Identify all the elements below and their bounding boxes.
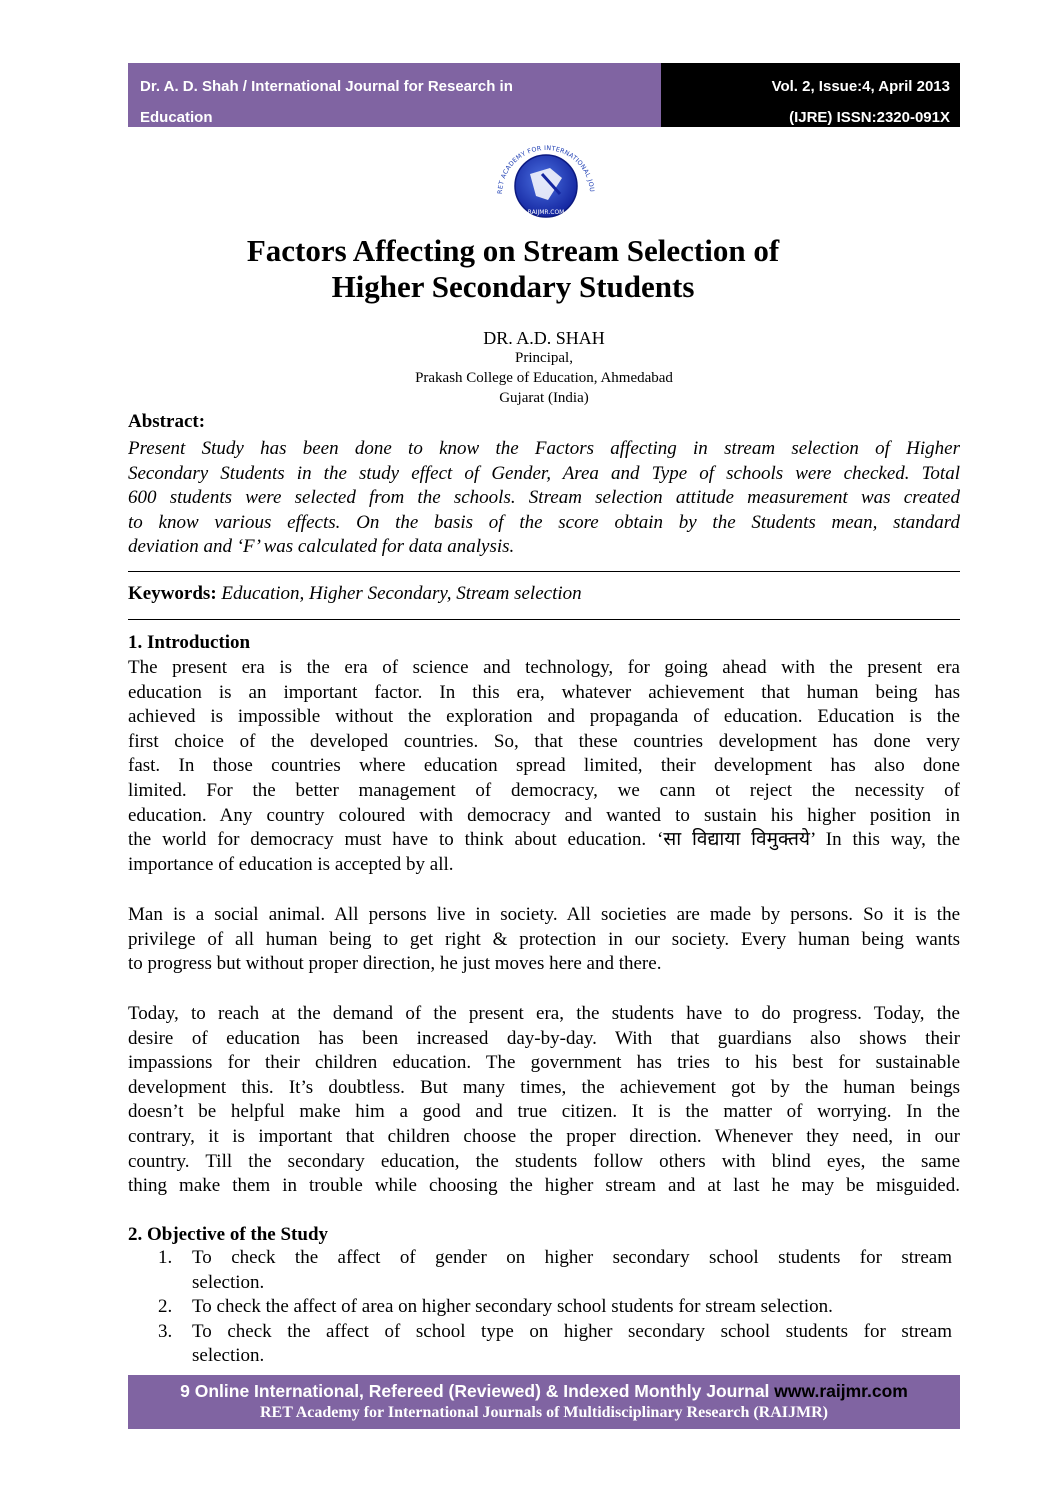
- paragraph-line: privilege of all human being to get right & protection in our society. Every human being wants: [128, 928, 960, 950]
- header-left-panel: [128, 63, 661, 127]
- abstract-line: deviation and ‘F’ was calculated for data analysis.: [128, 536, 515, 557]
- paper-title: [128, 233, 898, 305]
- raijmr-logo: [490, 134, 602, 230]
- paragraph-line: The present era is the era of science and technology, for going ahead with the present era: [128, 657, 960, 678]
- footer-journal-description: Online International, Refereed (Reviewed) & Indexed Monthly Journal: [189, 1381, 775, 1401]
- header-author-journal: Dr. A. D. Shah / International Journal for Research in: [140, 78, 513, 95]
- title-line-1: Factors Affecting on Stream Selection of: [246, 233, 780, 268]
- section-heading-objectives: 2. Objective of the Study: [128, 1224, 329, 1245]
- author-name: DR. A.D. SHAH: [483, 328, 605, 348]
- author-block: [128, 328, 960, 408]
- keywords-label: Keywords:: [128, 583, 217, 604]
- page-number: 9: [180, 1381, 190, 1401]
- logo-ring-text: RET ACADEMY FOR INTERNATIONAL JOU: [496, 144, 596, 195]
- abstract-line: to know various effects. On the basis of the score obtain by the Students mean, standard: [128, 511, 960, 533]
- list-item-number: 3.: [158, 1320, 173, 1342]
- paragraph-line: Today, to reach at the demand of the present era, the students have to do progress. Today, the: [128, 1003, 960, 1024]
- journal-footer: [128, 1375, 960, 1429]
- footer-website-link[interactable]: www.raijmr.com: [774, 1381, 908, 1401]
- abstract-heading: Abstract:: [128, 411, 206, 432]
- intro-paragraph-1: [128, 656, 960, 877]
- paragraph-line: the world for democracy must have to think about education. ‘सा विद्याया विमुक्तये’ In this way, the: [128, 829, 960, 851]
- divider-top: [128, 571, 960, 572]
- footer-line-2: RET Academy for International Journals of Multidisciplinary Research (RAIJMR): [260, 1404, 828, 1421]
- keywords-text: Education, Higher Secondary, Stream selection: [216, 583, 582, 604]
- list-item-number: 2.: [158, 1296, 173, 1318]
- intro-paragraph-3: [128, 1002, 960, 1199]
- paragraph-line: fast. In those countries where education spread limited, their development has also done: [128, 755, 960, 777]
- footer-line-1: [128, 1379, 960, 1403]
- title-line-2: Higher Secondary Students: [331, 269, 695, 304]
- paragraph-line: achieved is impossible without the exploration and propaganda of education. Education is the: [128, 706, 960, 728]
- paragraph-line: education is an important factor. In this era, whatever achievement that human being has: [128, 681, 960, 703]
- paragraph-line: to progress but without proper direction, he just moves here and there.: [128, 953, 662, 975]
- paragraph-line: thing make them in trouble while choosing the higher stream and at last he may be misguided.: [128, 1175, 960, 1197]
- list-item-text: To check the affect of gender on higher secondary school students for stream: [192, 1247, 952, 1268]
- list-item: [128, 1295, 960, 1320]
- author-role: Principal,: [515, 350, 573, 366]
- paragraph-line: doesn’t be helpful make him a good and true citizen. It is the matter of worrying. In the: [128, 1101, 960, 1123]
- header-journal-field: Education: [140, 109, 213, 126]
- intro-paragraph-2: [128, 903, 960, 977]
- journal-header: [128, 63, 960, 127]
- paragraph-line: country. Till the secondary education, the students follow others with blind eyes, the same: [128, 1150, 960, 1172]
- abstract-line: 600 students were selected from the schools. Stream selection attitude measurement was created: [128, 487, 960, 508]
- header-volume-issue: Vol. 2, Issue:4, April 2013: [771, 78, 950, 95]
- author-institution: Prakash College of Education, Ahmedabad: [415, 370, 673, 386]
- abstract-line: Secondary Students in the study effect of Gender, Area and Type of schools were checked. Total: [128, 462, 960, 484]
- header-right-panel: [661, 63, 960, 127]
- abstract-body: [128, 437, 960, 560]
- logo-center-text: RAIJMR.COM: [527, 209, 565, 216]
- list-item-text: To check the affect of area on higher secondary school students for stream selection.: [192, 1296, 833, 1318]
- paragraph-line: desire of education has been increased day-by-day. With that guardians also shows their: [128, 1027, 960, 1049]
- header-issn: (IJRE) ISSN:2320-091X: [789, 109, 950, 126]
- objectives-list: [128, 1246, 960, 1369]
- keywords: [128, 583, 582, 605]
- paragraph-line: contrary, it is important that children choose the proper direction. Whenever they need, in our: [128, 1125, 960, 1147]
- divider-bottom: [128, 619, 960, 620]
- paragraph-line: development this. It’s doubtless. But many times, the achievement got by the human beings: [128, 1076, 960, 1098]
- paragraph-line: limited. For the better management of democracy, we cann ot reject the necessity of: [128, 779, 960, 801]
- paragraph-line: first choice of the developed countries. So, that these countries development has done very: [128, 730, 960, 752]
- paragraph-line: Man is a social animal. All persons live in society. All societies are made by persons. So it is the: [128, 904, 960, 925]
- author-location: Gujarat (India): [499, 390, 589, 406]
- abstract-line: Present Study has been done to know the Factors affecting in stream selection of Higher: [128, 438, 960, 459]
- paragraph-line: importance of education is accepted by all.: [128, 853, 454, 875]
- paragraph-line: impassions for their children education. The government has tries to his best for sustainable: [128, 1052, 960, 1074]
- list-item-text: selection.: [192, 1271, 265, 1293]
- list-item-text: selection.: [192, 1345, 265, 1367]
- list-item: [128, 1320, 960, 1369]
- list-item-number: 1.: [158, 1247, 173, 1268]
- list-item-text: To check the affect of school type on higher secondary school students for stream: [192, 1320, 952, 1342]
- section-heading-introduction: 1. Introduction: [128, 632, 251, 653]
- paragraph-line: education. Any country coloured with democracy and wanted to sustain his higher position in: [128, 804, 960, 826]
- list-item: [128, 1246, 960, 1295]
